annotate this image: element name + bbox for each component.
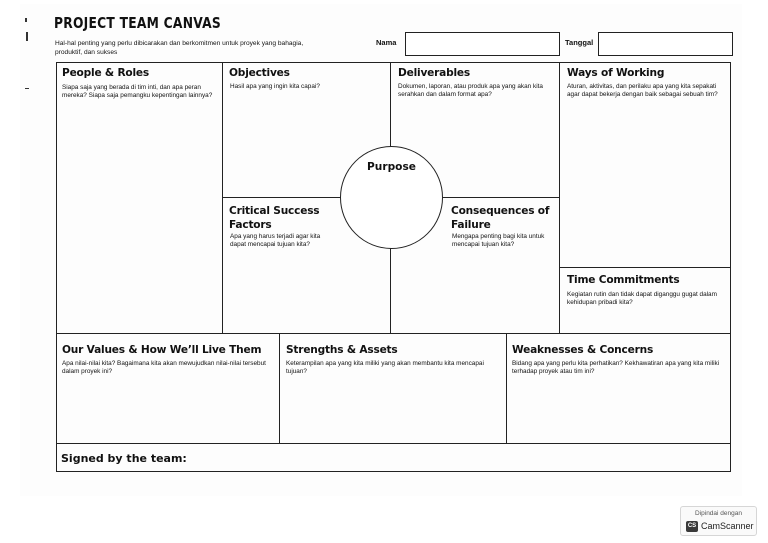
divider (222, 63, 223, 334)
critical-success-prompt: Apa yang harus terjadi agar kita dapat mencapai tujuan kita? (230, 233, 321, 249)
name-field[interactable] (405, 32, 560, 56)
divider (559, 63, 560, 334)
people-roles-title: People & Roles (62, 67, 149, 79)
page-title: PROJECT TEAM CANVAS (54, 14, 222, 32)
consequences-title: Consequences of Failure (451, 205, 550, 231)
consequences-prompt: Mengapa penting bagi kita untuk mencapai tujuan kita? (452, 233, 545, 249)
ways-of-working-title: Ways of Working (567, 67, 665, 79)
scan-edge-mark (25, 88, 29, 89)
scan-edge-mark (26, 32, 28, 41)
critical-success-title: Critical Success Factors (229, 205, 320, 231)
strengths-prompt: Keterampilan apa yang kita miliki yang akan membantu kita mencapai tujuan? (286, 360, 484, 376)
date-field[interactable] (598, 32, 733, 56)
purpose-title: Purpose (367, 161, 416, 173)
divider (506, 333, 507, 443)
values-prompt: Apa nilai-nilai kita? Bagaimana kita akan mewujudkan nilai-nilai tersebut dalam proyek ini? (62, 360, 266, 376)
scan-edge-mark (25, 18, 27, 22)
deliverables-prompt: Dokumen, laporan, atau produk apa yang akan kita serahkan dan dalam format apa? (398, 83, 543, 99)
time-commitments-title: Time Commitments (567, 274, 680, 286)
page-subtitle: Hal-hal penting yang perlu dibicarakan dan berkomitmen untuk proyek yang bahagia, produktif, dan sukses (55, 40, 304, 56)
purpose-circle[interactable] (340, 146, 443, 249)
weaknesses-title: Weaknesses & Concerns (512, 344, 654, 356)
camscanner-watermark (680, 506, 757, 536)
watermark-brand: CamScanner (701, 521, 754, 531)
divider (279, 333, 280, 443)
divider (56, 443, 731, 444)
values-title: Our Values & How We’ll Live Them (62, 344, 262, 356)
camscanner-logo-icon: CS (686, 521, 698, 532)
divider (56, 333, 731, 334)
name-label: Nama (376, 38, 397, 47)
time-commitments-prompt: Kegiatan rutin dan tidak dapat diganggu gugat dalam kehidupan pribadi kita? (567, 291, 717, 307)
deliverables-title: Deliverables (398, 67, 471, 79)
divider (559, 267, 731, 268)
weaknesses-prompt: Bidang apa yang perlu kita perhatikan? Kekhawatiran apa yang kita miliki terhadap proyek atau tim ini? (512, 360, 720, 376)
objectives-prompt: Hasil apa yang ingin kita capai? (230, 83, 320, 90)
people-roles-prompt: Siapa saja yang berada di tim inti, dan apa peran mereka? Siapa saja pemangku kepentingan lainnya? (62, 84, 213, 100)
signed-label: Signed by the team: (61, 452, 187, 465)
divider (390, 248, 391, 334)
divider (390, 63, 391, 148)
strengths-title: Strengths & Assets (286, 344, 398, 356)
date-label: Tanggal (565, 38, 594, 47)
objectives-title: Objectives (229, 67, 290, 79)
watermark-caption: Dipindai dengan (695, 510, 742, 517)
ways-of-working-prompt: Aturan, aktivitas, dan perilaku apa yang kita sepakati agar dapat bekerja dengan baik sebagai sebuah tim? (567, 83, 718, 99)
